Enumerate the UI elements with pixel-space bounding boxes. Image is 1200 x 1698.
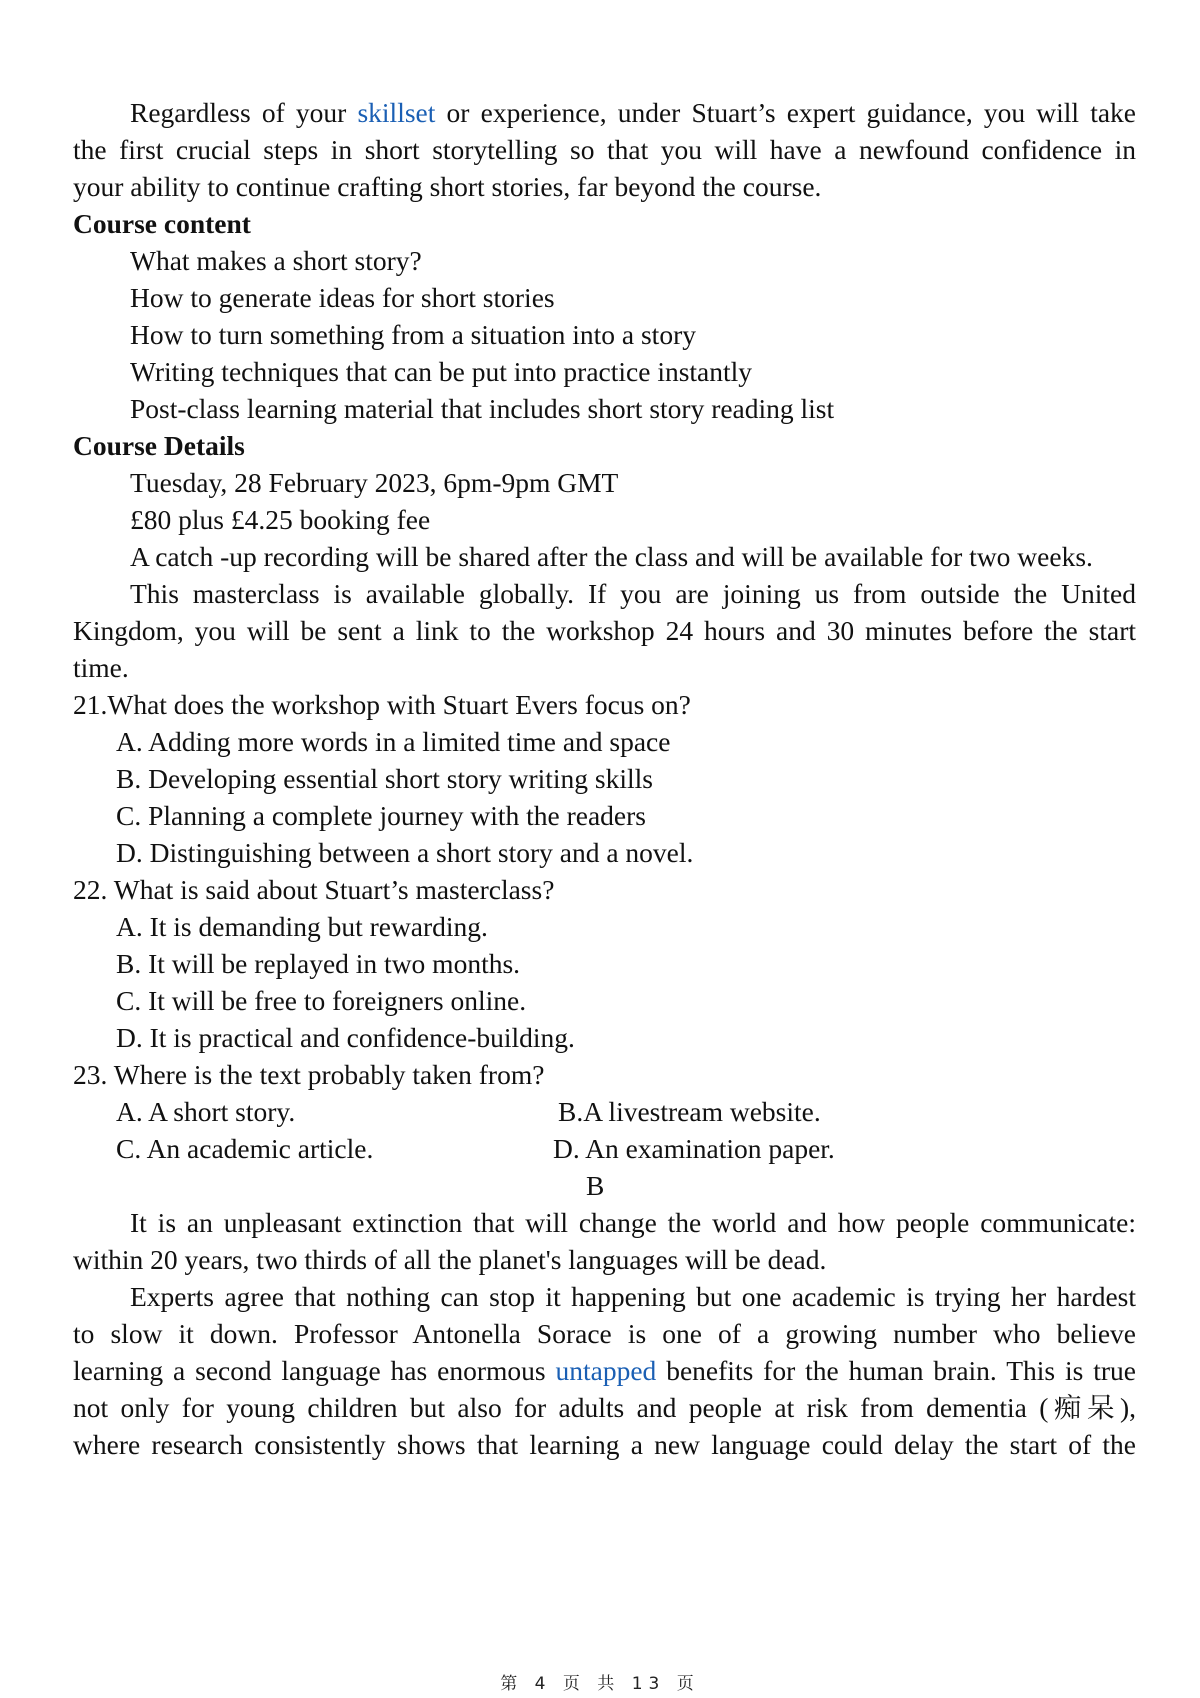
course-details-heading: Course Details <box>73 430 245 461</box>
section-b-p2-line-5: where research consistently shows that learning a new language could delay the start of the <box>73 1429 1136 1460</box>
page-footer: 第 4 页 共 13 页 <box>500 1674 700 1694</box>
question-22-option-d: D. It is practical and confidence-building. <box>116 1022 575 1053</box>
question-23-option-b: B.A livestream website. <box>558 1096 821 1127</box>
section-b-p2-line-2: to slow it down. Professor Antonella Sorace is one of a growing number who believe <box>73 1318 1136 1349</box>
section-b-p2-line-4: not only for young children but also for adults and people at risk from dementia (痴呆), <box>73 1392 1136 1423</box>
course-content-item: Post-class learning material that includes short story reading list <box>130 393 835 424</box>
course-date: Tuesday, 28 February 2023, 6pm-9pm GMT <box>130 467 619 498</box>
course-content-item: How to turn something from a situation into a story <box>130 319 696 350</box>
course-price: £80 plus £4.25 booking fee <box>130 504 431 535</box>
untapped-link[interactable]: untapped <box>555 1355 657 1386</box>
course-content-item: How to generate ideas for short stories <box>130 282 555 313</box>
question-23-option-d: D. An examination paper. <box>553 1133 835 1164</box>
course-content-heading: Course content <box>73 208 251 239</box>
section-b-label: B <box>586 1170 605 1201</box>
intro-line-2: the first crucial steps in short storytelling so that you will have a newfound confidence in <box>73 134 1136 165</box>
paragraph-text: benefits for the human brain. This is true <box>656 1355 1136 1386</box>
question-21-option-d: D. Distinguishing between a short story and a novel. <box>116 837 694 868</box>
section-b-p1-line-1: It is an unpleasant extinction that will change the world and how people communicate: <box>130 1207 1136 1238</box>
course-global-line-3: time. <box>73 652 129 683</box>
question-23-option-c: C. An academic article. <box>116 1133 374 1164</box>
skillset-link[interactable]: skillset <box>357 97 436 128</box>
question-22-option-c: C. It will be free to foreigners online. <box>116 985 527 1016</box>
paragraph-text: learning a second language has enormous <box>73 1355 556 1386</box>
question-22-option-b: B. It will be replayed in two months. <box>116 948 521 979</box>
course-content-item: Writing techniques that can be put into practice instantly <box>130 356 753 387</box>
section-b-p1-line-2: within 20 years, two thirds of all the planet's languages will be dead. <box>73 1244 827 1275</box>
question-21-option-b: B. Developing essential short story writing skills <box>116 763 653 794</box>
question-23-stem: 23. Where is the text probably taken from? <box>73 1059 545 1090</box>
question-21-option-a: A. Adding more words in a limited time and space <box>116 726 671 757</box>
section-b-p2-line-3 <box>73 1355 1136 1387</box>
section-b-p2-line-1: Experts agree that nothing can stop it happening but one academic is trying her hardest <box>130 1281 1136 1312</box>
course-global-line-2: Kingdom, you will be sent a link to the workshop 24 hours and 30 minutes before the start <box>73 615 1136 646</box>
course-recording: A catch -up recording will be shared after the class and will be available for two weeks. <box>130 541 1093 572</box>
question-22-option-a: A. It is demanding but rewarding. <box>116 911 488 942</box>
intro-text: or experience, under Stuart’s expert guidance, you will take <box>435 97 1136 128</box>
course-global-line-1: This masterclass is available globally. If you are joining us from outside the United <box>130 578 1136 609</box>
intro-line-1 <box>130 97 1136 129</box>
question-22-stem: 22. What is said about Stuart’s masterclass? <box>73 874 555 905</box>
question-23-option-a: A. A short story. <box>116 1096 296 1127</box>
intro-line-3: your ability to continue crafting short stories, far beyond the course. <box>73 171 822 202</box>
intro-text: Regardless of your <box>130 97 358 128</box>
question-21-option-c: C. Planning a complete journey with the readers <box>116 800 646 831</box>
course-content-item: What makes a short story? <box>130 245 422 276</box>
question-21-stem: 21.What does the workshop with Stuart Evers focus on? <box>73 689 691 720</box>
